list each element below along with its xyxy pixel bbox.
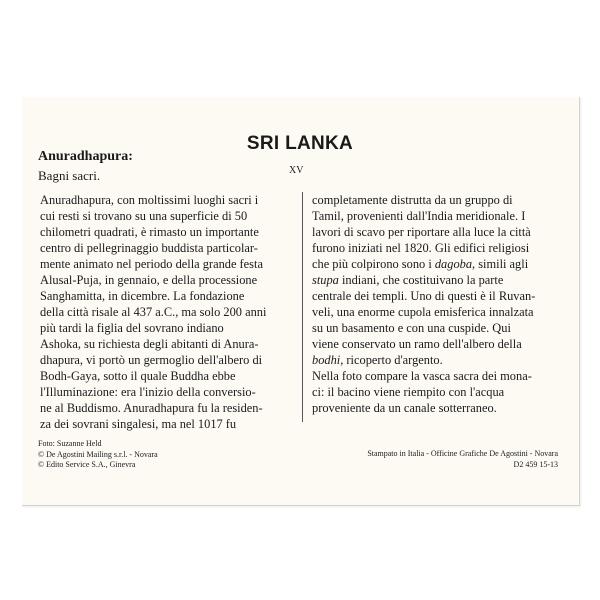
text-line: ci: il bacino viene riempito con l'acqua	[312, 385, 505, 399]
card-number: XV	[289, 165, 304, 176]
text-line: lavori di scavo per riportare alla luce la città	[312, 225, 531, 239]
text-line: su un basamento e con una cuspide. Qui	[312, 321, 511, 335]
text-line: centro di pellegrinaggio buddista particolar-	[40, 241, 258, 255]
text-line: chilometri quadrati, è rimasto un importante	[40, 225, 259, 239]
text-line: che più colpirono sono i dagoba, simili agli	[312, 257, 529, 271]
text-line: za dei sovrani singalesi, ma nel 1017 fu	[40, 417, 237, 431]
text-line: Bodh-Gaya, sotto il quale Buddha ebbe	[40, 369, 236, 383]
text-line: furono iniziati nel 1820. Gli edifici religiosi	[312, 241, 530, 255]
credit-line: Foto: Suzanne Held	[38, 439, 102, 448]
italic-term: dagoba	[434, 257, 473, 271]
printer-line: Stampato in Italia - Officine Grafiche De Agostini - Novara	[367, 449, 558, 458]
italic-term: bodhi	[312, 353, 341, 367]
text-line: Ashoka, su richiesta degli abitanti di Anura-	[40, 337, 259, 351]
text-line: stupa indiani, che costituivano la parte	[312, 273, 504, 287]
text-line: più tardi la figlia del sovrano indiano	[40, 321, 224, 335]
text-line: mente animato nel periodo della grande festa	[40, 257, 263, 271]
text-line: viene conservato un ramo dell'albero della	[312, 337, 522, 351]
text-line: Tamil, provenienti dall'India meridionale. I	[312, 209, 526, 223]
place-subtitle: Bagni sacri.	[38, 168, 101, 183]
text-line: Sanghamitta, in dicembre. La fondazione	[40, 289, 245, 303]
text-line: dhapura, vi portò un germoglio dell'albero di	[40, 353, 263, 367]
text-line: cui resti si trovano su una superficie di 50	[40, 209, 248, 223]
text-line: Alusal-Puja, in gennaio, e della processione	[40, 273, 258, 287]
printer-info	[367, 449, 558, 470]
text-line: Nella foto compare la vasca sacra dei mona-	[312, 369, 532, 383]
text-line: Anuradhapura, con moltissimi luoghi sacri i	[40, 193, 259, 207]
credit-line: © De Agostini Mailing s.r.l. - Novara	[38, 449, 158, 459]
italic-term: stupa	[312, 273, 339, 287]
text-line: proveniente da un canale sotterraneo.	[312, 401, 497, 415]
place-name: Anuradhapura:	[38, 149, 133, 164]
text-line: l'Illuminazione: era l'inizio della conversio-	[40, 385, 256, 399]
photo-credits	[38, 439, 158, 471]
text-line: ne al Buddismo. Anuradhapura fu la residen-	[40, 401, 263, 415]
catalog-code: D2 459 15-13	[513, 459, 558, 469]
column-divider	[302, 192, 303, 422]
text-line: della città risale al 437 a.C., ma solo 200 anni	[40, 305, 267, 319]
text-line: veli, una enorme cupola emisferica innalzata	[312, 305, 534, 319]
page-title: SRI LANKA	[246, 133, 354, 154]
body-column-left	[40, 192, 298, 432]
body-column-right	[312, 192, 572, 416]
text-line: completamente distrutta da un gruppo di	[312, 193, 513, 207]
text-line: centrale dei templi. Uno di questi è il Ruvan-	[312, 289, 536, 303]
text-line: bodhi, ricoperto d'argento.	[312, 353, 443, 367]
credit-line: © Edito Service S.A., Ginevra	[38, 460, 136, 469]
